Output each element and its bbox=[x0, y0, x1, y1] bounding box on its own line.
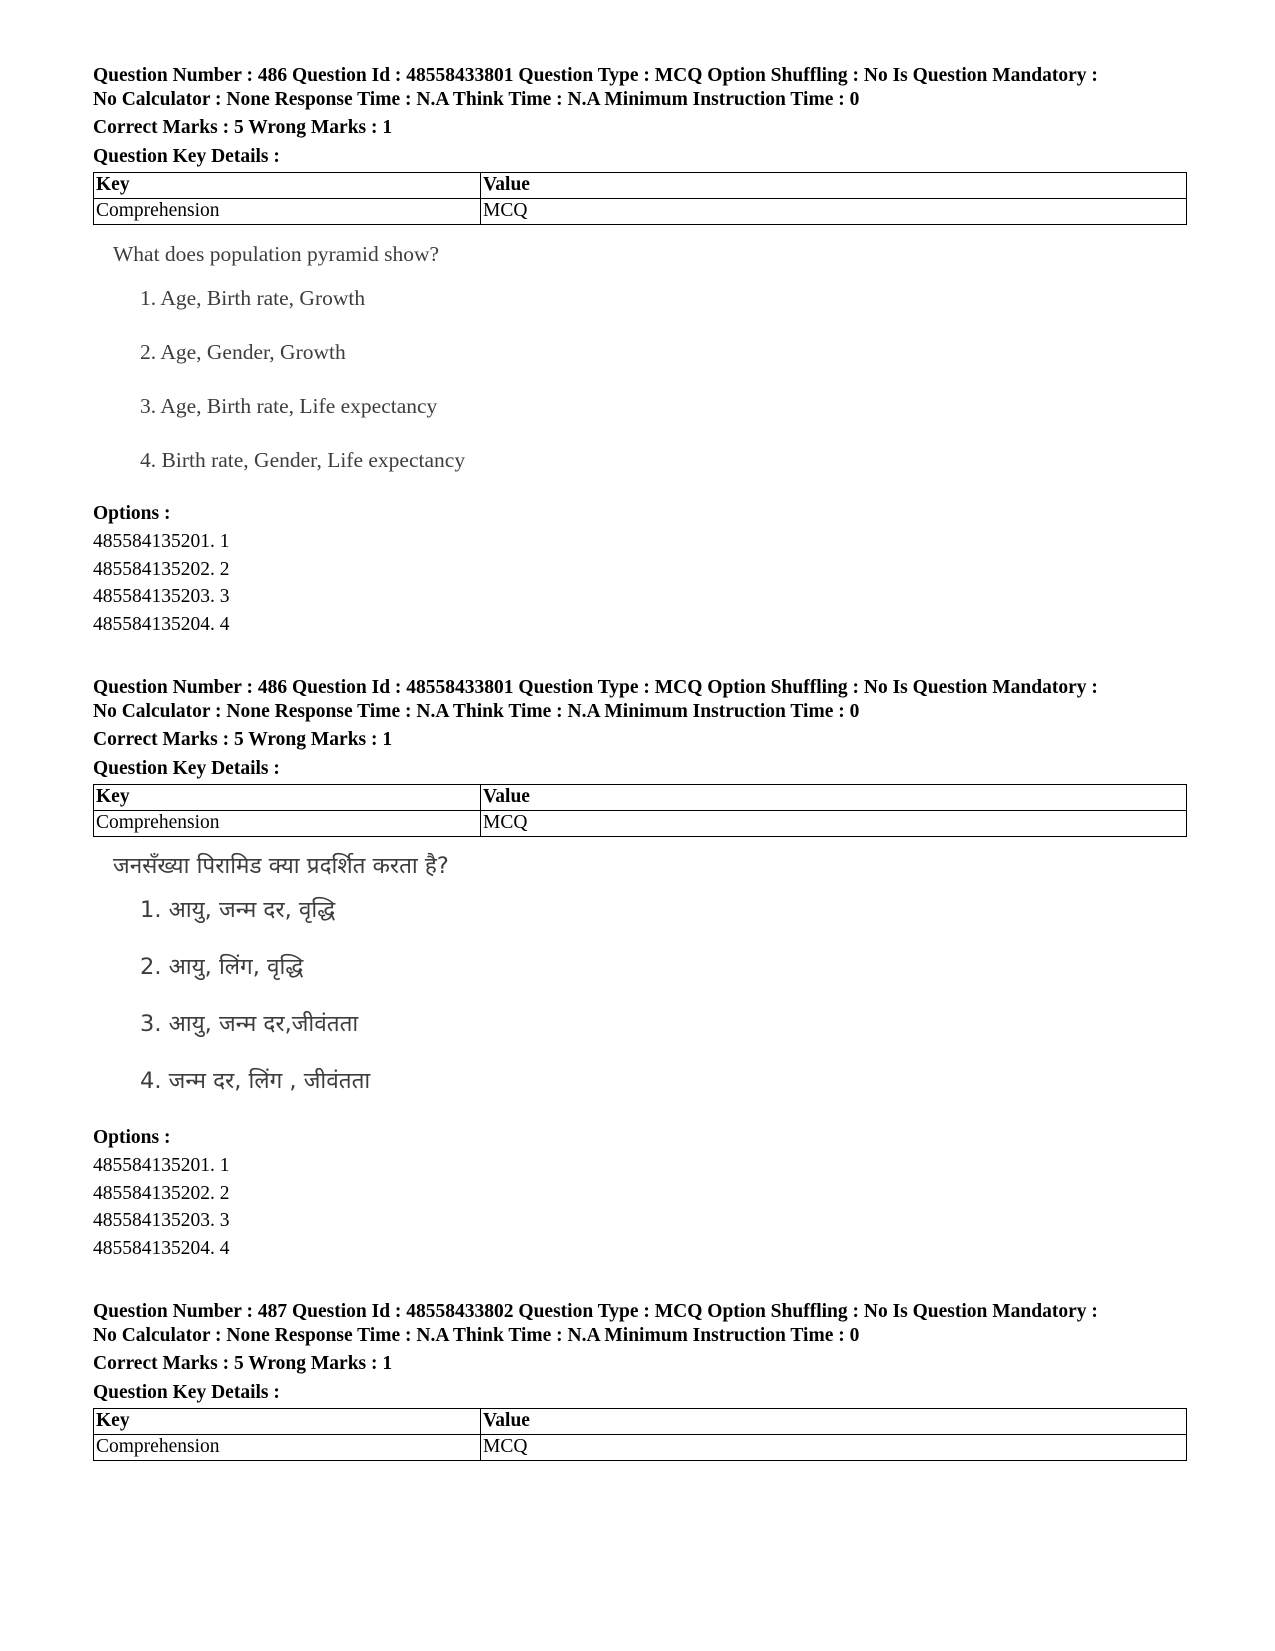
option-item: 485584135202. 2 bbox=[93, 1182, 230, 1204]
table-header-value: Value bbox=[481, 173, 1187, 199]
table-cell-value: MCQ bbox=[481, 1435, 1187, 1461]
option-item: 485584135203. 3 bbox=[93, 1210, 230, 1231]
option-item: 485584135201. 1 bbox=[93, 1155, 230, 1176]
option-item: 485584135202. 2 bbox=[93, 558, 230, 580]
choice-item: 1. Age, Birth rate, Growth bbox=[140, 286, 366, 310]
key-details-label: Question Key Details : bbox=[93, 145, 280, 167]
choice-list bbox=[113, 896, 1183, 1124]
marks-line: Correct Marks : 5 Wrong Marks : 1 bbox=[93, 729, 393, 750]
choice-item: 4. Birth rate, Gender, Life expectancy bbox=[140, 448, 466, 472]
key-details-table bbox=[93, 784, 1187, 837]
key-details-label: Question Key Details : bbox=[93, 1381, 280, 1403]
table-header-row bbox=[94, 1409, 1187, 1435]
option-item: 485584135203. 3 bbox=[93, 586, 230, 607]
question-meta-line-1: Question Number : 486 Question Id : 48558433801 Question Type : MCQ Option Shuffling : No Is Question Mandatory : bbox=[93, 65, 1098, 86]
options-list bbox=[93, 1152, 1183, 1262]
choice-item: 4. जन्म दर, लिंग , जीवंतता bbox=[140, 1068, 371, 1094]
table-row bbox=[94, 199, 1187, 225]
table-cell-key: Comprehension bbox=[94, 199, 481, 225]
table-header-key: Key bbox=[94, 785, 481, 811]
options-label: Options : bbox=[93, 503, 171, 524]
choice-item: 3. आयु, जन्म दर,जीवंतता bbox=[140, 1011, 359, 1037]
table-cell-value: MCQ bbox=[481, 811, 1187, 837]
choice-list bbox=[113, 284, 1183, 500]
options-list bbox=[93, 528, 1183, 638]
question-image bbox=[93, 852, 1183, 1124]
table-row bbox=[94, 811, 1187, 837]
question-text: What does population pyramid show? bbox=[113, 242, 440, 266]
choice-item: 1. आयु, जन्म दर, वृद्धि bbox=[140, 897, 336, 923]
choice-item: 2. आयु, लिंग, वृद्धि bbox=[140, 954, 304, 980]
question-image bbox=[93, 240, 1183, 500]
question-block bbox=[93, 676, 1183, 1262]
table-header-value: Value bbox=[481, 785, 1187, 811]
question-text: जनसँख्या पिरामिड क्या प्रदर्शित करता है? bbox=[113, 853, 449, 879]
question-block bbox=[93, 64, 1183, 638]
table-cell-key: Comprehension bbox=[94, 811, 481, 837]
table-header-row bbox=[94, 785, 1187, 811]
table-cell-value: MCQ bbox=[481, 199, 1187, 225]
document-page bbox=[93, 64, 1183, 1461]
option-item: 485584135204. 4 bbox=[93, 613, 230, 635]
option-item: 485584135201. 1 bbox=[93, 531, 230, 552]
options-label: Options : bbox=[93, 1127, 171, 1148]
table-header-row bbox=[94, 173, 1187, 199]
table-cell-key: Comprehension bbox=[94, 1435, 481, 1461]
key-details-table bbox=[93, 1408, 1187, 1461]
table-header-value: Value bbox=[481, 1409, 1187, 1435]
table-row bbox=[94, 1435, 1187, 1461]
choice-item: 3. Age, Birth rate, Life expectancy bbox=[140, 394, 438, 418]
key-details-table bbox=[93, 172, 1187, 225]
key-details-label: Question Key Details : bbox=[93, 757, 280, 779]
question-meta-line-2: No Calculator : None Response Time : N.A Think Time : N.A Minimum Instruction Time : 0 bbox=[93, 700, 860, 722]
choice-item: 2. Age, Gender, Growth bbox=[140, 340, 346, 364]
question-meta-line-1: Question Number : 487 Question Id : 48558433802 Question Type : MCQ Option Shuffling : No Is Question Mandatory : bbox=[93, 1301, 1098, 1322]
table-header-key: Key bbox=[94, 1409, 481, 1435]
question-meta-line-2: No Calculator : None Response Time : N.A Think Time : N.A Minimum Instruction Time : 0 bbox=[93, 88, 860, 110]
marks-line: Correct Marks : 5 Wrong Marks : 1 bbox=[93, 1353, 393, 1374]
question-meta-line-2: No Calculator : None Response Time : N.A Think Time : N.A Minimum Instruction Time : 0 bbox=[93, 1324, 860, 1346]
question-block bbox=[93, 1300, 1183, 1461]
question-meta-line-1: Question Number : 486 Question Id : 48558433801 Question Type : MCQ Option Shuffling : No Is Question Mandatory : bbox=[93, 677, 1098, 698]
option-item: 485584135204. 4 bbox=[93, 1237, 230, 1259]
marks-line: Correct Marks : 5 Wrong Marks : 1 bbox=[93, 117, 393, 138]
table-header-key: Key bbox=[94, 173, 481, 199]
